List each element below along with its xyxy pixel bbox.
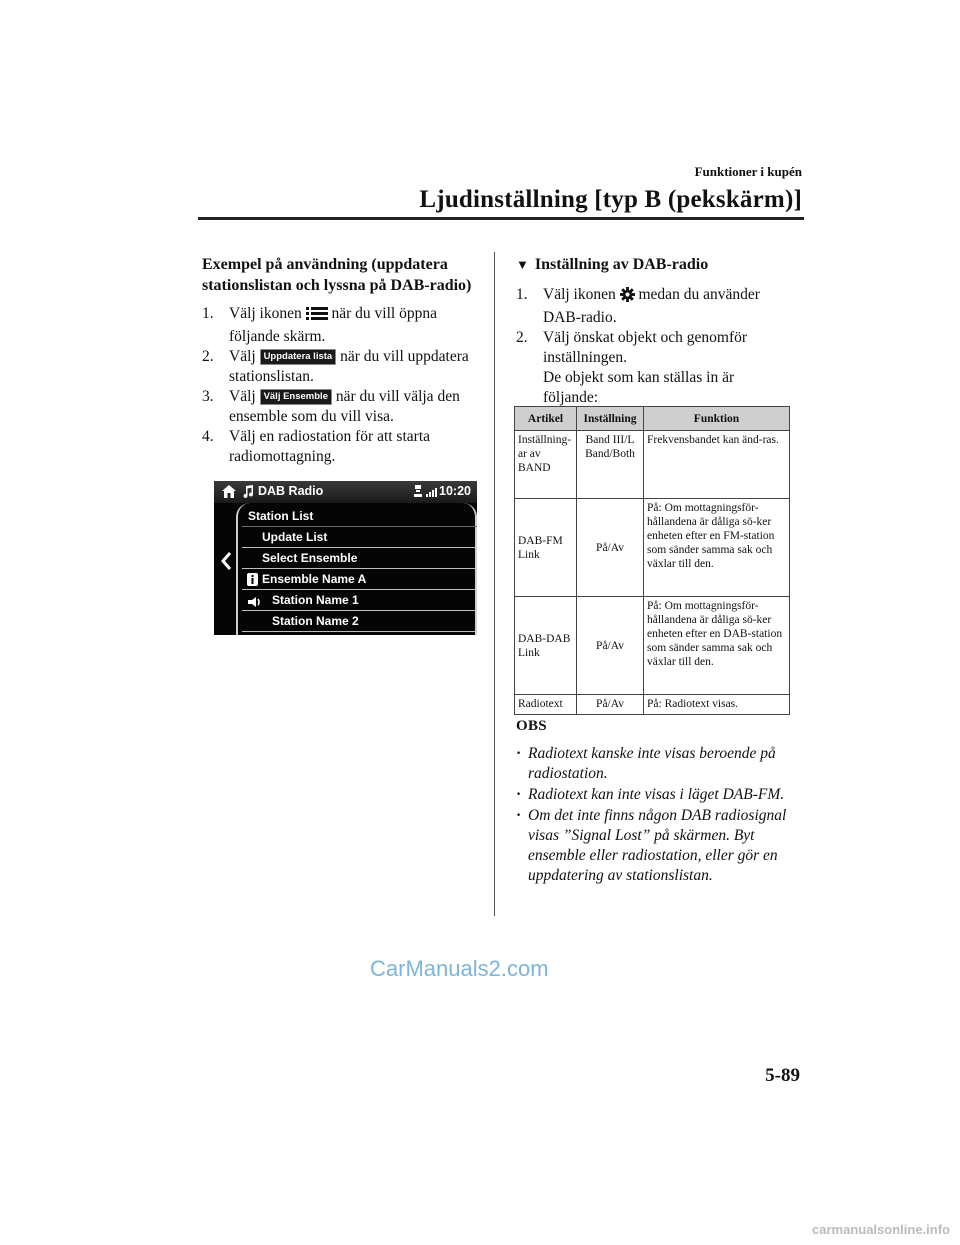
- bullet-icon: ·: [516, 786, 522, 803]
- note-item: [516, 785, 792, 805]
- note-item: [516, 744, 792, 784]
- step-number: 4.: [202, 428, 214, 445]
- step-text: Välj: [229, 348, 260, 365]
- update-list-button-image: Uppdatera lista: [260, 349, 337, 365]
- dab-step-2: [516, 328, 792, 408]
- dab-radio-screen: [214, 481, 477, 635]
- settings-table: [514, 406, 790, 715]
- screen-title: DAB Radio: [258, 484, 324, 498]
- table-cell-function: På: Om mottagningsför-hållandena är dåliga sö-ker enheten efter en FM-station som sänder samma sak och växlar till den.: [644, 499, 790, 597]
- triangle-marker-icon: ▼: [516, 257, 529, 272]
- step-number: 1.: [202, 305, 214, 322]
- table-cell-setting: På/Av: [577, 499, 644, 597]
- table-header-row: [515, 407, 790, 431]
- list-header-station-list: Station List: [242, 506, 477, 527]
- select-ensemble-button-image: Välj Ensemble: [260, 389, 332, 405]
- notes-block: [516, 716, 792, 887]
- back-chevron-icon[interactable]: [220, 551, 232, 576]
- list-item-ensemble-name[interactable]: [242, 569, 476, 590]
- table-cell-item: Radiotext: [515, 695, 577, 715]
- step-text: när du vill uppdatera stationslistan.: [229, 348, 469, 385]
- bullet-icon: ·: [516, 807, 522, 824]
- footer-site-link[interactable]: carmanualsonline.info: [812, 1222, 950, 1237]
- note-text: Radiotext kan inte visas i läget DAB-FM.: [528, 786, 785, 803]
- table-cell-item: Inställning-ar av BAND: [515, 431, 577, 499]
- table-cell-function: Frekvensbandet kan änd-ras.: [644, 431, 790, 499]
- screen-time: 10:20: [439, 484, 471, 498]
- example-step-3: [202, 387, 482, 427]
- example-step-1: [202, 304, 482, 347]
- ensemble-name: Ensemble Name A: [262, 572, 367, 586]
- step-text: Välj ikonen: [543, 286, 620, 303]
- example-step-4: [202, 427, 482, 467]
- bullet-icon: ·: [516, 745, 522, 762]
- gear-icon: [620, 287, 635, 308]
- table-cell-setting: På/Av: [577, 597, 644, 695]
- table-row: [515, 431, 790, 499]
- step-text: Välj önskat objekt och genomför inställningen.: [543, 329, 748, 366]
- header-artikel: Artikel: [515, 407, 577, 431]
- info-icon: [247, 572, 258, 592]
- example-step-2: [202, 347, 482, 387]
- step-text: Välj en radiostation för att starta radiomottagning.: [229, 428, 431, 465]
- left-column: [202, 254, 482, 467]
- table-cell-setting: Band III/L Band/Both: [577, 431, 644, 499]
- step-number: 2.: [516, 329, 528, 346]
- dab-heading-text: Inställning av DAB-radio: [534, 256, 709, 273]
- signal-icon: [414, 484, 440, 502]
- list-icon: [306, 306, 328, 327]
- screen-header: [214, 481, 477, 503]
- step-text-2: De objekt som kan ställas in är följande:: [543, 369, 735, 406]
- music-note-icon: [242, 484, 254, 502]
- page-number: 5-89: [765, 1065, 800, 1086]
- page-title: Ljudinställning [typ B (pekskärm)]: [419, 186, 802, 213]
- example-heading: Exempel på användning (uppdatera stationslistan och lyssna på DAB-radio): [202, 256, 472, 294]
- table-cell-setting: På/Av: [577, 695, 644, 715]
- table-cell-item: DAB-DAB Link: [515, 597, 577, 695]
- list-item-update-list[interactable]: Update List: [242, 527, 476, 548]
- dab-step-1: [516, 285, 792, 328]
- station-name: Station Name 1: [272, 593, 359, 607]
- station-list-panel: [236, 503, 477, 635]
- step-text: Välj ikonen: [229, 305, 306, 322]
- column-divider: [494, 252, 495, 916]
- note-text: Radiotext kanske inte visas beroende på radiostation.: [528, 745, 776, 782]
- step-number: 1.: [516, 286, 528, 303]
- notes-title: OBS: [516, 718, 547, 734]
- home-icon: [221, 484, 237, 502]
- list-item-select-ensemble[interactable]: Select Ensemble: [242, 548, 476, 569]
- step-text: medan du använder DAB-radio.: [543, 286, 760, 326]
- list-item-station-2[interactable]: Station Name 2: [242, 611, 476, 632]
- table-cell-item: DAB-FM Link: [515, 499, 577, 597]
- step-number: 2.: [202, 348, 214, 365]
- step-number: 3.: [202, 388, 214, 405]
- note-item: [516, 806, 792, 886]
- table-cell-function: På: Radiotext visas.: [644, 695, 790, 715]
- header-funktion: Funktion: [644, 407, 790, 431]
- step-text: Välj: [229, 388, 260, 405]
- section-label: Funktioner i kupén: [694, 164, 802, 179]
- right-column: [516, 254, 792, 408]
- note-text: Om det inte finns någon DAB radiosignal visas ”Signal Lost” på skärmen. Byt ensemble eller radiostation, eller gör en uppdatering av stationslistan.: [528, 807, 787, 884]
- watermark-link[interactable]: CarManuals2.com: [370, 956, 549, 981]
- table-cell-function: På: Om mottagningsför-hållandena är dåliga sö-ker enheten efter en DAB-station som sänder samma sak och växlar till den.: [644, 597, 790, 695]
- table-row: [515, 695, 790, 715]
- step-text: när du vill öppna följande skärm.: [229, 305, 437, 345]
- table-row: [515, 597, 790, 695]
- table-row: [515, 499, 790, 597]
- dab-setting-heading: [516, 254, 792, 275]
- header-installning: Inställning: [577, 407, 644, 431]
- list-item-station-1[interactable]: [242, 590, 476, 611]
- title-rule: [198, 217, 804, 220]
- step-text: när du vill välja den ensemble som du vill visa.: [229, 388, 460, 425]
